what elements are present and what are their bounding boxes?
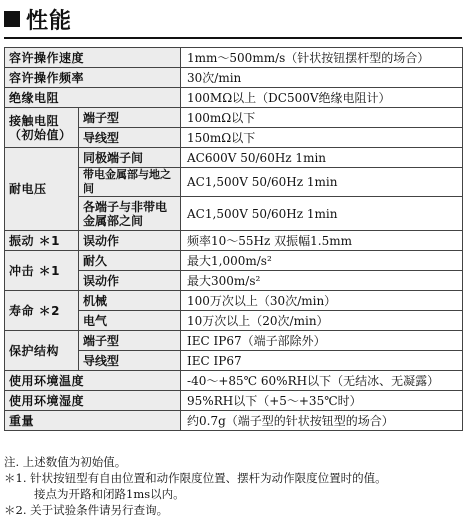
table-row bbox=[5, 251, 463, 271]
row-label: 使用环境温度 bbox=[5, 371, 181, 391]
row-label: 冲击 ＊1 bbox=[5, 251, 79, 291]
row-label: 保护结构 bbox=[5, 331, 79, 371]
row-label: 耐电压 bbox=[5, 148, 79, 231]
sub-label: 误动作 bbox=[79, 231, 181, 251]
sub-label: 电气 bbox=[79, 311, 181, 331]
row-value: IEC IP67（端子部除外） bbox=[181, 331, 463, 351]
table-row bbox=[5, 108, 463, 128]
row-label: 重量 bbox=[5, 411, 181, 431]
row-value: 最大1,000m/s² bbox=[181, 251, 463, 271]
sub-label: 端子型 bbox=[79, 331, 181, 351]
section-title-text: 性能 bbox=[26, 8, 73, 34]
sub-label: 各端子与非带电 金属部之间 bbox=[79, 197, 181, 231]
row-value: 100MΩ以上（DC500V绝缘电阻计） bbox=[181, 88, 463, 108]
footnote-line: 接点为开路和闭路1ms以内。 bbox=[34, 487, 185, 501]
table-row bbox=[5, 231, 463, 251]
table-row bbox=[5, 411, 463, 431]
table-row bbox=[5, 331, 463, 351]
row-label: 绝缘电阻 bbox=[5, 88, 181, 108]
footnote-line: ＊1. 针状按钮型有自由位置和动作限度位置、摆杆为动作限度位置时的值。 bbox=[4, 471, 387, 485]
table-row bbox=[5, 291, 463, 311]
row-label: 容许操作频率 bbox=[5, 68, 181, 88]
sub-label: 机械 bbox=[79, 291, 181, 311]
row-label: 使用环境湿度 bbox=[5, 391, 181, 411]
table-row bbox=[5, 68, 463, 88]
row-value: 150mΩ以下 bbox=[181, 128, 463, 148]
row-value: 30次/min bbox=[181, 68, 463, 88]
row-value: 约0.7g（端子型的针状按钮型的场合） bbox=[181, 411, 463, 431]
row-value: 100mΩ以下 bbox=[181, 108, 463, 128]
performance-table bbox=[4, 47, 463, 431]
sub-label: 耐久 bbox=[79, 251, 181, 271]
row-value: AC1,500V 50/60Hz 1min bbox=[181, 168, 463, 197]
row-value: AC600V 50/60Hz 1min bbox=[181, 148, 463, 168]
row-label: 振动 ＊1 bbox=[5, 231, 79, 251]
square-bullet-icon bbox=[4, 11, 20, 27]
row-label: 容许操作速度 bbox=[5, 48, 181, 68]
table-row bbox=[5, 371, 463, 391]
footnote-line: 注. 上述数值为初始值。 bbox=[4, 455, 127, 469]
row-value: 100万次以上（30次/min） bbox=[181, 291, 463, 311]
sub-label: 端子型 bbox=[79, 108, 181, 128]
row-value: 10万次以上（20次/min） bbox=[181, 311, 463, 331]
table-row bbox=[5, 391, 463, 411]
sub-label: 误动作 bbox=[79, 271, 181, 291]
row-value: 95%RH以下（+5～+35℃时） bbox=[181, 391, 463, 411]
row-label: 寿命 ＊2 bbox=[5, 291, 79, 331]
row-value: 1mm～500mm/s（针状按钮摆杆型的场合） bbox=[181, 48, 463, 68]
sub-label: 同极端子间 bbox=[79, 148, 181, 168]
table-row bbox=[5, 148, 463, 168]
row-label: 接触电阻 （初始值） bbox=[5, 108, 79, 148]
row-value: AC1,500V 50/60Hz 1min bbox=[181, 197, 463, 231]
footnotes bbox=[4, 454, 464, 518]
row-value: -40～+85℃ 60%RH以下（无结冰、无凝露） bbox=[181, 371, 463, 391]
sub-label: 导线型 bbox=[79, 128, 181, 148]
row-value: 最大300m/s² bbox=[181, 271, 463, 291]
row-value: 频率10～55Hz 双振幅1.5mm bbox=[181, 231, 463, 251]
sub-label: 导线型 bbox=[79, 351, 181, 371]
table-row bbox=[5, 88, 463, 108]
row-value: IEC IP67 bbox=[181, 351, 463, 371]
section-title bbox=[4, 4, 72, 34]
title-divider bbox=[4, 37, 462, 39]
footnote-line: ＊2. 关于试验条件请另行查询。 bbox=[4, 503, 169, 517]
sub-label: 带电金属部与地之间 bbox=[79, 168, 181, 197]
table-row bbox=[5, 48, 463, 68]
